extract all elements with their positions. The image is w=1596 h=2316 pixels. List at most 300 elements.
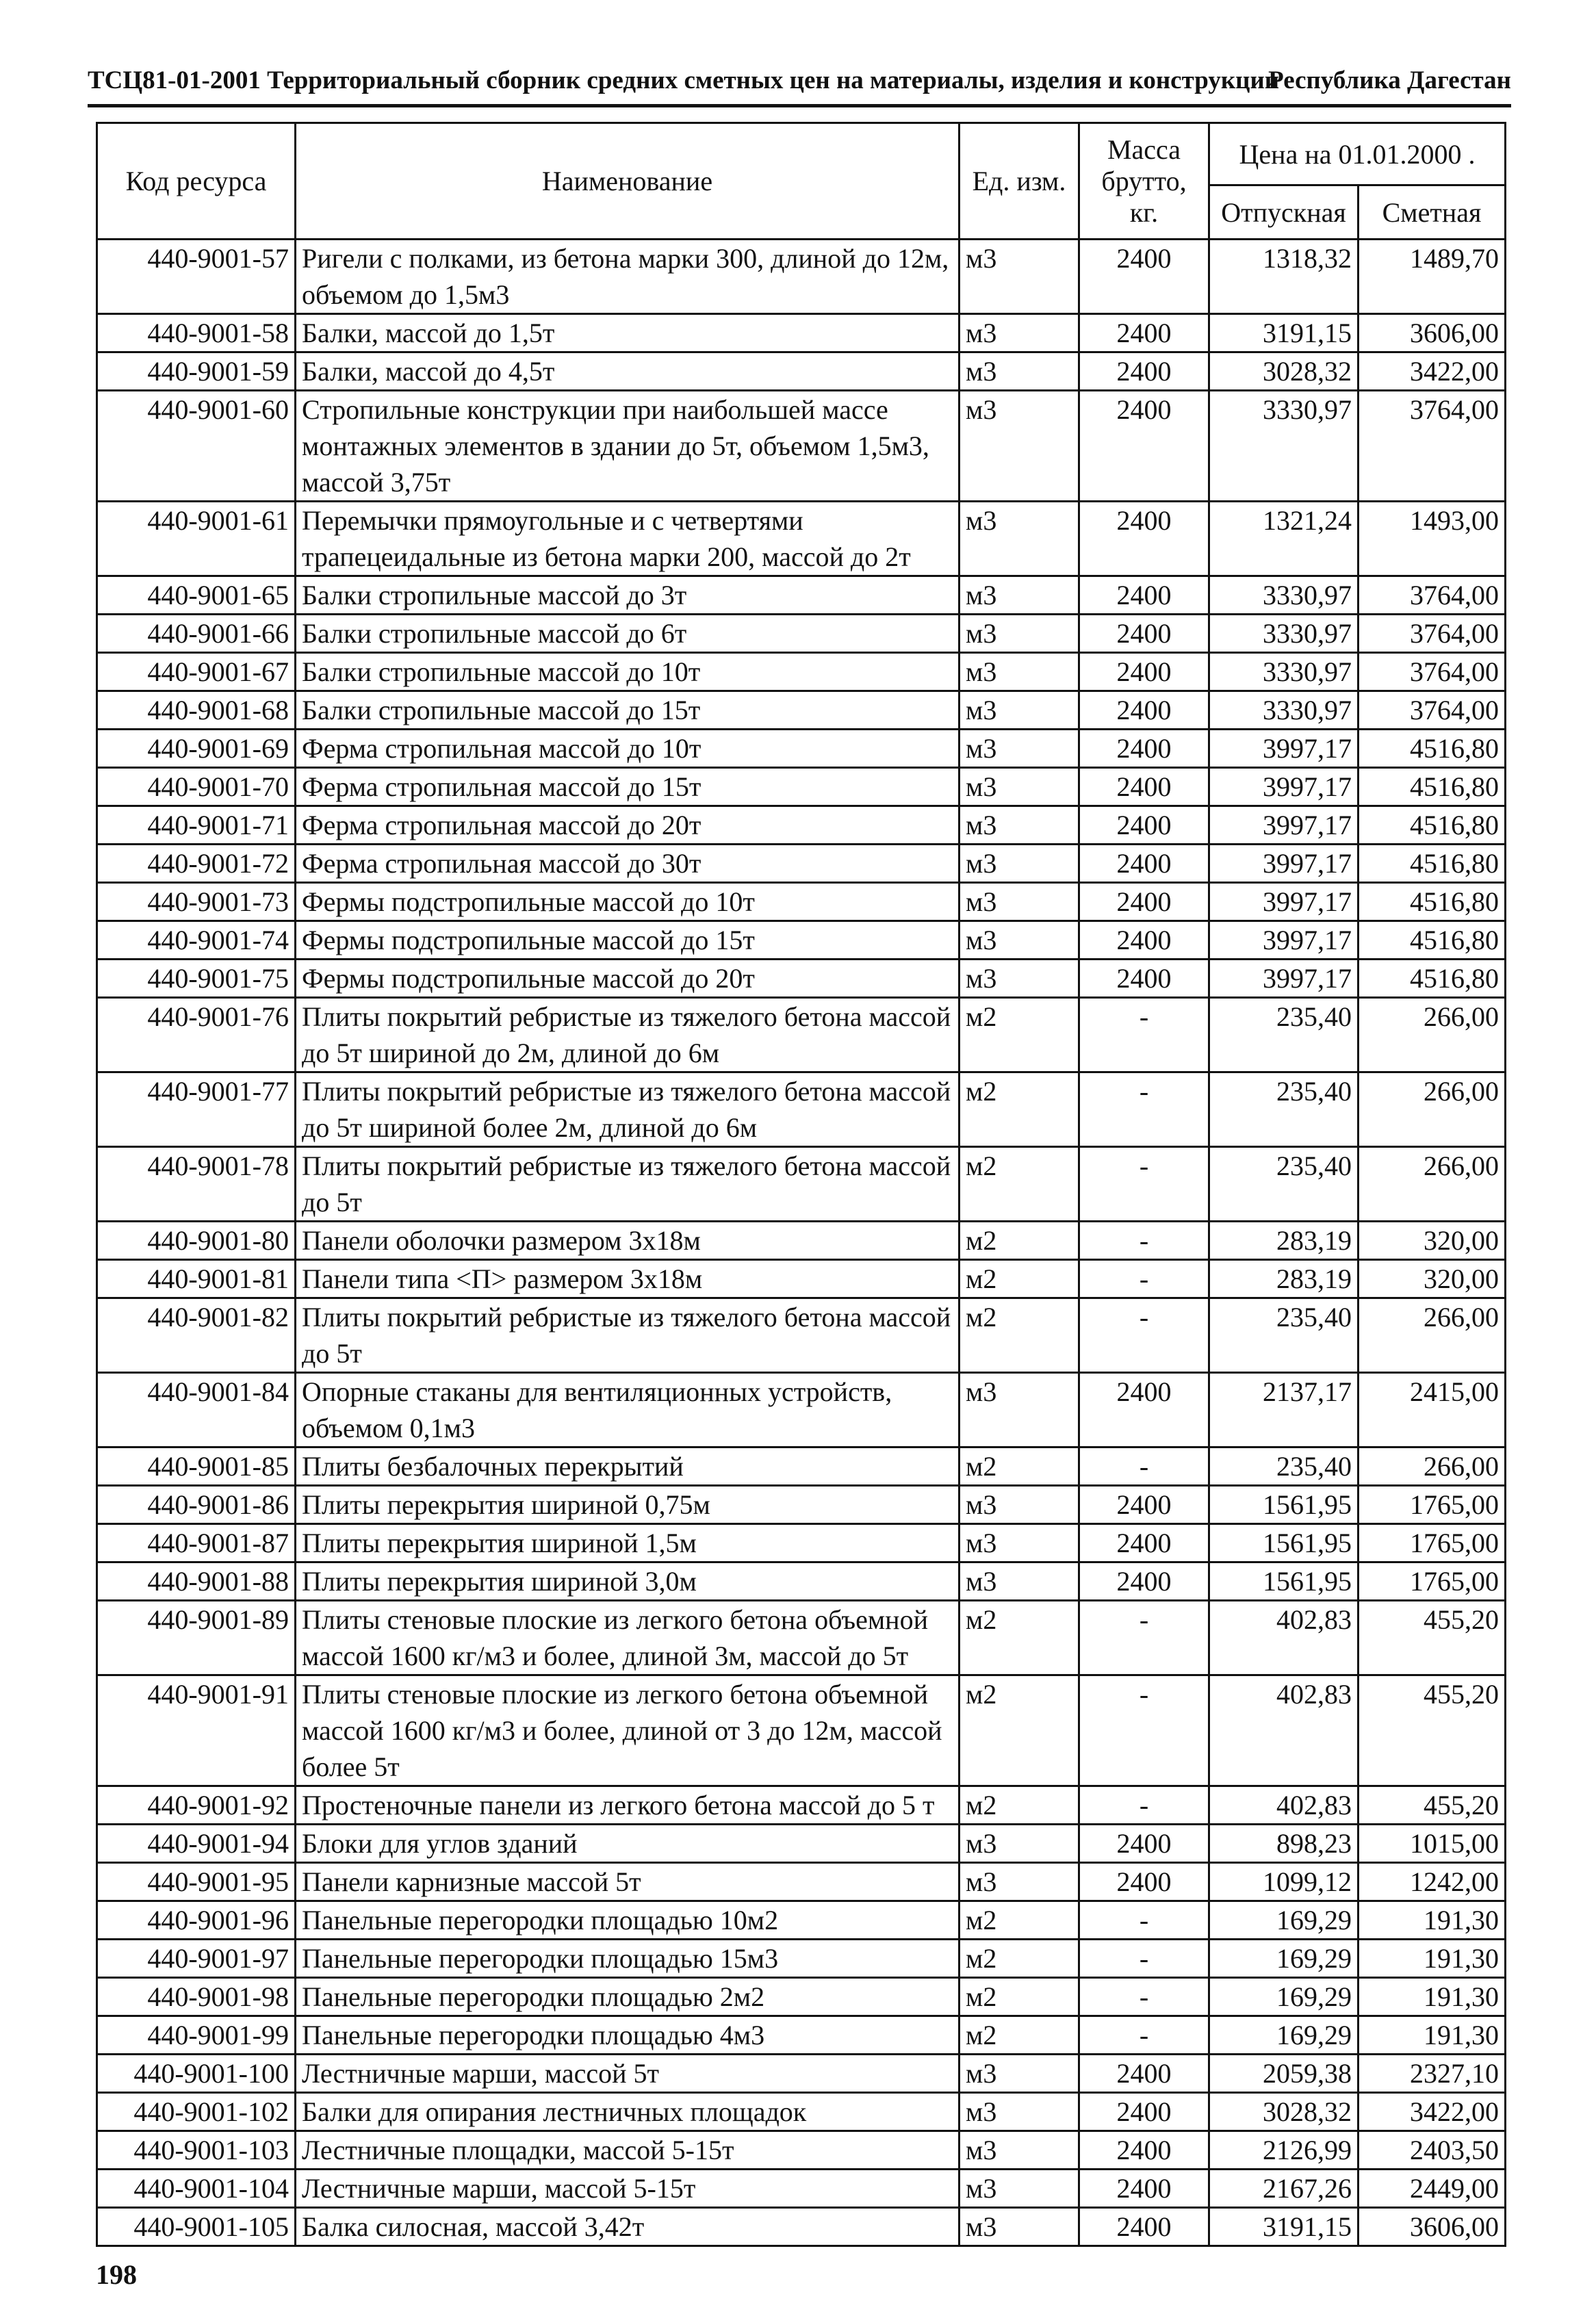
table-row [97, 921, 1506, 960]
table-row [97, 1222, 1506, 1260]
estimate-price: 320,00 [1359, 1260, 1506, 1298]
resource-code: 440-9001-96 [97, 1901, 296, 1940]
table-row [97, 1940, 1506, 1978]
resource-code: 440-9001-99 [97, 2016, 296, 2055]
resource-name: Ферма стропильная массой до 30т [296, 845, 960, 883]
unit-of-measure: м3 [960, 352, 1079, 391]
resource-name: Панели типа <П> размером 3х18м [296, 1260, 960, 1298]
release-price: 3028,32 [1209, 352, 1359, 391]
table-row [97, 615, 1506, 653]
resource-code: 440-9001-87 [97, 1524, 296, 1562]
estimate-price: 3764,00 [1359, 391, 1506, 502]
table-row [97, 845, 1506, 883]
unit-of-measure: м2 [960, 1298, 1079, 1373]
page-number: 198 [96, 2259, 137, 2290]
table-row [97, 352, 1506, 391]
table-row [97, 1562, 1506, 1601]
estimate-price: 266,00 [1359, 1072, 1506, 1147]
release-price: 169,29 [1209, 1940, 1359, 1978]
estimate-price: 4516,80 [1359, 806, 1506, 845]
release-price: 3330,97 [1209, 691, 1359, 730]
release-price: 1561,95 [1209, 1524, 1359, 1562]
unit-of-measure: м3 [960, 960, 1079, 998]
gross-mass: 2400 [1079, 2208, 1209, 2246]
unit-of-measure: м3 [960, 921, 1079, 960]
gross-mass: - [1079, 1978, 1209, 2016]
resource-code: 440-9001-66 [97, 615, 296, 653]
estimate-price: 4516,80 [1359, 845, 1506, 883]
gross-mass: - [1079, 2016, 1209, 2055]
unit-of-measure: м2 [960, 1601, 1079, 1675]
table-row [97, 2131, 1506, 2170]
resource-code: 440-9001-61 [97, 502, 296, 576]
resource-code: 440-9001-59 [97, 352, 296, 391]
table-row [97, 1486, 1506, 1524]
resource-name: Фермы подстропильные массой до 10т [296, 883, 960, 921]
release-price: 3997,17 [1209, 730, 1359, 768]
table-row [97, 1524, 1506, 1562]
resource-code: 440-9001-80 [97, 1222, 296, 1260]
table-row [97, 2208, 1506, 2246]
estimate-price: 1765,00 [1359, 1562, 1506, 1601]
unit-of-measure: м3 [960, 768, 1079, 806]
release-price: 3330,97 [1209, 615, 1359, 653]
resource-name: Балки стропильные массой до 10т [296, 653, 960, 691]
resource-name: Плиты стеновые плоские из легкого бетона объемной массой 1600 кг/м3 и более, длиной от 3 до 12м, массой более 5т [296, 1675, 960, 1786]
resource-code: 440-9001-78 [97, 1147, 296, 1222]
unit-of-measure: м3 [960, 2093, 1079, 2131]
resource-code: 440-9001-88 [97, 1562, 296, 1601]
resource-name: Панельные перегородки площадью 15м3 [296, 1940, 960, 1978]
resource-code: 440-9001-76 [97, 998, 296, 1072]
unit-of-measure: м3 [960, 691, 1079, 730]
estimate-price: 3764,00 [1359, 653, 1506, 691]
estimate-price: 4516,80 [1359, 960, 1506, 998]
table-row [97, 1373, 1506, 1448]
release-price: 169,29 [1209, 1901, 1359, 1940]
gross-mass: 2400 [1079, 2131, 1209, 2170]
release-price: 283,19 [1209, 1260, 1359, 1298]
resource-code: 440-9001-73 [97, 883, 296, 921]
table-body [97, 240, 1506, 2246]
resource-code: 440-9001-57 [97, 240, 296, 314]
gross-mass: 2400 [1079, 1825, 1209, 1863]
estimate-price: 2449,00 [1359, 2170, 1506, 2208]
release-price: 3028,32 [1209, 2093, 1359, 2131]
gross-mass: 2400 [1079, 502, 1209, 576]
resource-name: Панели оболочки размером 3х18м [296, 1222, 960, 1260]
resource-code: 440-9001-68 [97, 691, 296, 730]
resource-name: Плиты перекрытия шириной 1,5м [296, 1524, 960, 1562]
table-row [97, 691, 1506, 730]
resource-code: 440-9001-95 [97, 1863, 296, 1901]
gross-mass: 2400 [1079, 615, 1209, 653]
resource-code: 440-9001-98 [97, 1978, 296, 2016]
release-price: 3997,17 [1209, 806, 1359, 845]
resource-name: Фермы подстропильные массой до 15т [296, 921, 960, 960]
release-price: 235,40 [1209, 1448, 1359, 1486]
estimate-price: 3764,00 [1359, 576, 1506, 615]
resource-code: 440-9001-60 [97, 391, 296, 502]
resource-name: Панели карнизные массой 5т [296, 1863, 960, 1901]
column-header-estimate-price: Сметная [1359, 185, 1506, 240]
resource-name: Блоки для углов зданий [296, 1825, 960, 1863]
estimate-price: 3764,00 [1359, 615, 1506, 653]
resource-name: Балки, массой до 1,5т [296, 314, 960, 352]
table-row [97, 1825, 1506, 1863]
estimate-price: 3422,00 [1359, 2093, 1506, 2131]
resource-name: Опорные стаканы для вентиляционных устройств, объемом 0,1м3 [296, 1373, 960, 1448]
release-price: 3997,17 [1209, 960, 1359, 998]
unit-of-measure: м2 [960, 1260, 1079, 1298]
release-price: 898,23 [1209, 1825, 1359, 1863]
unit-of-measure: м2 [960, 2016, 1079, 2055]
estimate-price: 266,00 [1359, 1298, 1506, 1373]
resource-code: 440-9001-100 [97, 2055, 296, 2093]
table-row [97, 806, 1506, 845]
resource-code: 440-9001-75 [97, 960, 296, 998]
unit-of-measure: м2 [960, 1072, 1079, 1147]
resource-name: Плиты безбалочных перекрытий [296, 1448, 960, 1486]
gross-mass: - [1079, 1940, 1209, 1978]
gross-mass: - [1079, 1222, 1209, 1260]
unit-of-measure: м3 [960, 845, 1079, 883]
release-price: 235,40 [1209, 1147, 1359, 1222]
column-header-price-group: Цена на 01.01.2000 . [1209, 123, 1506, 185]
unit-of-measure: м3 [960, 391, 1079, 502]
gross-mass: 2400 [1079, 768, 1209, 806]
table-row [97, 1901, 1506, 1940]
estimate-price: 266,00 [1359, 998, 1506, 1072]
table-row [97, 1978, 1506, 2016]
gross-mass: 2400 [1079, 960, 1209, 998]
gross-mass: 2400 [1079, 653, 1209, 691]
table-row [97, 1147, 1506, 1222]
estimate-price: 1015,00 [1359, 1825, 1506, 1863]
unit-of-measure: м2 [960, 1448, 1079, 1486]
resource-code: 440-9001-70 [97, 768, 296, 806]
release-price: 3330,97 [1209, 576, 1359, 615]
table-row [97, 391, 1506, 502]
release-price: 3330,97 [1209, 391, 1359, 502]
header-divider [88, 104, 1511, 107]
table-row [97, 998, 1506, 1072]
estimate-price: 4516,80 [1359, 768, 1506, 806]
table-row [97, 1072, 1506, 1147]
unit-of-measure: м3 [960, 1562, 1079, 1601]
page-header [88, 60, 1511, 101]
estimate-price: 266,00 [1359, 1448, 1506, 1486]
unit-of-measure: м3 [960, 314, 1079, 352]
unit-of-measure: м3 [960, 2131, 1079, 2170]
resource-code: 440-9001-69 [97, 730, 296, 768]
release-price: 2059,38 [1209, 2055, 1359, 2093]
unit-of-measure: м3 [960, 615, 1079, 653]
gross-mass: 2400 [1079, 391, 1209, 502]
unit-of-measure: м3 [960, 730, 1079, 768]
gross-mass: - [1079, 1298, 1209, 1373]
release-price: 3191,15 [1209, 314, 1359, 352]
release-price: 402,83 [1209, 1786, 1359, 1825]
estimate-price: 3606,00 [1359, 2208, 1506, 2246]
unit-of-measure: м2 [960, 1940, 1079, 1978]
resource-name: Панельные перегородки площадью 2м2 [296, 1978, 960, 2016]
gross-mass: 2400 [1079, 576, 1209, 615]
gross-mass: - [1079, 1601, 1209, 1675]
gross-mass: 2400 [1079, 2055, 1209, 2093]
estimate-price: 455,20 [1359, 1786, 1506, 1825]
unit-of-measure: м3 [960, 1825, 1079, 1863]
column-header-unit: Ед. изм. [960, 123, 1079, 240]
resource-code: 440-9001-85 [97, 1448, 296, 1486]
table-row [97, 768, 1506, 806]
estimate-price: 2327,10 [1359, 2055, 1506, 2093]
resource-name: Плиты перекрытия шириной 3,0м [296, 1562, 960, 1601]
estimate-price: 4516,80 [1359, 921, 1506, 960]
estimate-price: 1493,00 [1359, 502, 1506, 576]
release-price: 2137,17 [1209, 1373, 1359, 1448]
table-row [97, 314, 1506, 352]
table-row [97, 1260, 1506, 1298]
resource-name: Плиты покрытий ребристые из тяжелого бетона массой до 5т [296, 1147, 960, 1222]
gross-mass: - [1079, 1448, 1209, 1486]
resource-code: 440-9001-72 [97, 845, 296, 883]
gross-mass: 2400 [1079, 352, 1209, 391]
resource-code: 440-9001-97 [97, 1940, 296, 1978]
resource-code: 440-9001-104 [97, 2170, 296, 2208]
resource-code: 440-9001-105 [97, 2208, 296, 2246]
gross-mass: - [1079, 1901, 1209, 1940]
resource-name: Перемычки прямоугольные и с четвертями трапецеидальные из бетона марки 200, массой до 2т [296, 502, 960, 576]
table-row [97, 653, 1506, 691]
resource-code: 440-9001-103 [97, 2131, 296, 2170]
gross-mass: - [1079, 1147, 1209, 1222]
estimate-price: 455,20 [1359, 1601, 1506, 1675]
resource-name: Панельные перегородки площадью 4м3 [296, 2016, 960, 2055]
release-price: 283,19 [1209, 1222, 1359, 1260]
release-price: 3191,15 [1209, 2208, 1359, 2246]
resource-name: Фермы подстропильные массой до 20т [296, 960, 960, 998]
release-price: 235,40 [1209, 1072, 1359, 1147]
release-price: 402,83 [1209, 1601, 1359, 1675]
resource-name: Стропильные конструкции при наибольшей массе монтажных элементов в здании до 5т, объемом 1,5м3, массой 3,75т [296, 391, 960, 502]
unit-of-measure: м2 [960, 1222, 1079, 1260]
gross-mass: 2400 [1079, 1373, 1209, 1448]
gross-mass: 2400 [1079, 1863, 1209, 1901]
table-row [97, 730, 1506, 768]
column-header-code: Код ресурса [97, 123, 296, 240]
resource-code: 440-9001-67 [97, 653, 296, 691]
gross-mass: 2400 [1079, 691, 1209, 730]
unit-of-measure: м3 [960, 2170, 1079, 2208]
release-price: 402,83 [1209, 1675, 1359, 1786]
resource-name: Ригели с полками, из бетона марки 300, длиной до 12м, объемом до 1,5м3 [296, 240, 960, 314]
unit-of-measure: м3 [960, 1524, 1079, 1562]
gross-mass: - [1079, 1260, 1209, 1298]
resource-name: Панельные перегородки площадью 10м2 [296, 1901, 960, 1940]
unit-of-measure: м3 [960, 2208, 1079, 2246]
table-row [97, 240, 1506, 314]
estimate-price: 191,30 [1359, 1940, 1506, 1978]
gross-mass: 2400 [1079, 2170, 1209, 2208]
unit-of-measure: м3 [960, 653, 1079, 691]
resource-code: 440-9001-102 [97, 2093, 296, 2131]
estimate-price: 266,00 [1359, 1147, 1506, 1222]
resource-code: 440-9001-81 [97, 1260, 296, 1298]
resource-name: Плиты покрытий ребристые из тяжелого бетона массой до 5т шириной более 2м, длиной до 6м [296, 1072, 960, 1147]
gross-mass: 2400 [1079, 240, 1209, 314]
table-row [97, 2170, 1506, 2208]
unit-of-measure: м2 [960, 1978, 1079, 2016]
table-row [97, 2093, 1506, 2131]
price-table [96, 122, 1506, 2247]
gross-mass: 2400 [1079, 1486, 1209, 1524]
resource-name: Ферма стропильная массой до 15т [296, 768, 960, 806]
resource-code: 440-9001-86 [97, 1486, 296, 1524]
unit-of-measure: м3 [960, 1373, 1079, 1448]
unit-of-measure: м3 [960, 576, 1079, 615]
estimate-price: 1765,00 [1359, 1524, 1506, 1562]
resource-name: Ферма стропильная массой до 10т [296, 730, 960, 768]
estimate-price: 191,30 [1359, 1978, 1506, 2016]
table-row [97, 2055, 1506, 2093]
release-price: 235,40 [1209, 998, 1359, 1072]
gross-mass: 2400 [1079, 883, 1209, 921]
release-price: 169,29 [1209, 2016, 1359, 2055]
unit-of-measure: м2 [960, 1901, 1079, 1940]
table-row [97, 1863, 1506, 1901]
column-header-name: Наименование [296, 123, 960, 240]
estimate-price: 4516,80 [1359, 883, 1506, 921]
estimate-price: 2415,00 [1359, 1373, 1506, 1448]
document-title: ТСЦ81-01-2001 Территориальный сборник средних сметных цен на материалы, изделия и конструкции [88, 66, 1280, 94]
gross-mass: 2400 [1079, 314, 1209, 352]
table-row [97, 960, 1506, 998]
unit-of-measure: м3 [960, 806, 1079, 845]
resource-code: 440-9001-91 [97, 1675, 296, 1786]
resource-code: 440-9001-92 [97, 1786, 296, 1825]
gross-mass: - [1079, 1072, 1209, 1147]
gross-mass: - [1079, 1675, 1209, 1786]
resource-name: Лестничные площадки, массой 5-15т [296, 2131, 960, 2170]
release-price: 235,40 [1209, 1298, 1359, 1373]
table-row [97, 1786, 1506, 1825]
release-price: 3997,17 [1209, 768, 1359, 806]
resource-code: 440-9001-82 [97, 1298, 296, 1373]
release-price: 2167,26 [1209, 2170, 1359, 2208]
gross-mass: - [1079, 998, 1209, 1072]
estimate-price: 3606,00 [1359, 314, 1506, 352]
table-row [97, 502, 1506, 576]
release-price: 3997,17 [1209, 845, 1359, 883]
gross-mass: 2400 [1079, 730, 1209, 768]
resource-name: Балки стропильные массой до 3т [296, 576, 960, 615]
estimate-price: 1489,70 [1359, 240, 1506, 314]
estimate-price: 455,20 [1359, 1675, 1506, 1786]
resource-name: Балка силосная, массой 3,42т [296, 2208, 960, 2246]
gross-mass: - [1079, 1786, 1209, 1825]
estimate-price: 3764,00 [1359, 691, 1506, 730]
unit-of-measure: м2 [960, 1675, 1079, 1786]
resource-code: 440-9001-89 [97, 1601, 296, 1675]
release-price: 1321,24 [1209, 502, 1359, 576]
release-price: 2126,99 [1209, 2131, 1359, 2170]
estimate-price: 191,30 [1359, 2016, 1506, 2055]
gross-mass: 2400 [1079, 921, 1209, 960]
unit-of-measure: м3 [960, 1863, 1079, 1901]
resource-name: Лестничные марши, массой 5-15т [296, 2170, 960, 2208]
release-price: 3997,17 [1209, 921, 1359, 960]
unit-of-measure: м2 [960, 1786, 1079, 1825]
unit-of-measure: м2 [960, 998, 1079, 1072]
table-row [97, 883, 1506, 921]
release-price: 1099,12 [1209, 1863, 1359, 1901]
resource-name: Балки стропильные массой до 6т [296, 615, 960, 653]
resource-name: Лестничные марши, массой 5т [296, 2055, 960, 2093]
unit-of-measure: м3 [960, 502, 1079, 576]
resource-code: 440-9001-84 [97, 1373, 296, 1448]
release-price: 3997,17 [1209, 883, 1359, 921]
gross-mass: 2400 [1079, 2093, 1209, 2131]
table-row [97, 1675, 1506, 1786]
resource-name: Балки для опирания лестничных площадок [296, 2093, 960, 2131]
region-label: Республика Дагестан [1268, 66, 1511, 94]
estimate-price: 1242,00 [1359, 1863, 1506, 1901]
resource-code: 440-9001-71 [97, 806, 296, 845]
table-row [97, 1601, 1506, 1675]
release-price: 1318,32 [1209, 240, 1359, 314]
estimate-price: 320,00 [1359, 1222, 1506, 1260]
resource-name: Плиты покрытий ребристые из тяжелого бетона массой до 5т шириной до 2м, длиной до 6м [296, 998, 960, 1072]
unit-of-measure: м3 [960, 883, 1079, 921]
table-row [97, 576, 1506, 615]
estimate-price: 1765,00 [1359, 1486, 1506, 1524]
resource-code: 440-9001-77 [97, 1072, 296, 1147]
resource-code: 440-9001-94 [97, 1825, 296, 1863]
column-header-release-price: Отпускная [1209, 185, 1359, 240]
resource-name: Плиты покрытий ребристые из тяжелого бетона массой до 5т [296, 1298, 960, 1373]
table-row [97, 1298, 1506, 1373]
column-header-mass: Масса брутто, кг. [1079, 123, 1209, 240]
release-price: 1561,95 [1209, 1562, 1359, 1601]
gross-mass: 2400 [1079, 845, 1209, 883]
estimate-price: 3422,00 [1359, 352, 1506, 391]
estimate-price: 191,30 [1359, 1901, 1506, 1940]
resource-code: 440-9001-65 [97, 576, 296, 615]
resource-name: Ферма стропильная массой до 20т [296, 806, 960, 845]
unit-of-measure: м2 [960, 1147, 1079, 1222]
estimate-price: 4516,80 [1359, 730, 1506, 768]
table-row [97, 1448, 1506, 1486]
release-price: 1561,95 [1209, 1486, 1359, 1524]
resource-code: 440-9001-74 [97, 921, 296, 960]
resource-name: Балки стропильные массой до 15т [296, 691, 960, 730]
gross-mass: 2400 [1079, 1562, 1209, 1601]
resource-name: Простеночные панели из легкого бетона массой до 5 т [296, 1786, 960, 1825]
resource-code: 440-9001-58 [97, 314, 296, 352]
gross-mass: 2400 [1079, 806, 1209, 845]
resource-name: Плиты перекрытия шириной 0,75м [296, 1486, 960, 1524]
gross-mass: 2400 [1079, 1524, 1209, 1562]
estimate-price: 2403,50 [1359, 2131, 1506, 2170]
unit-of-measure: м3 [960, 2055, 1079, 2093]
release-price: 3330,97 [1209, 653, 1359, 691]
resource-name: Плиты стеновые плоские из легкого бетона объемной массой 1600 кг/м3 и более, длиной 3м, массой до 5т [296, 1601, 960, 1675]
unit-of-measure: м3 [960, 1486, 1079, 1524]
release-price: 169,29 [1209, 1978, 1359, 2016]
table-row [97, 2016, 1506, 2055]
resource-name: Балки, массой до 4,5т [296, 352, 960, 391]
